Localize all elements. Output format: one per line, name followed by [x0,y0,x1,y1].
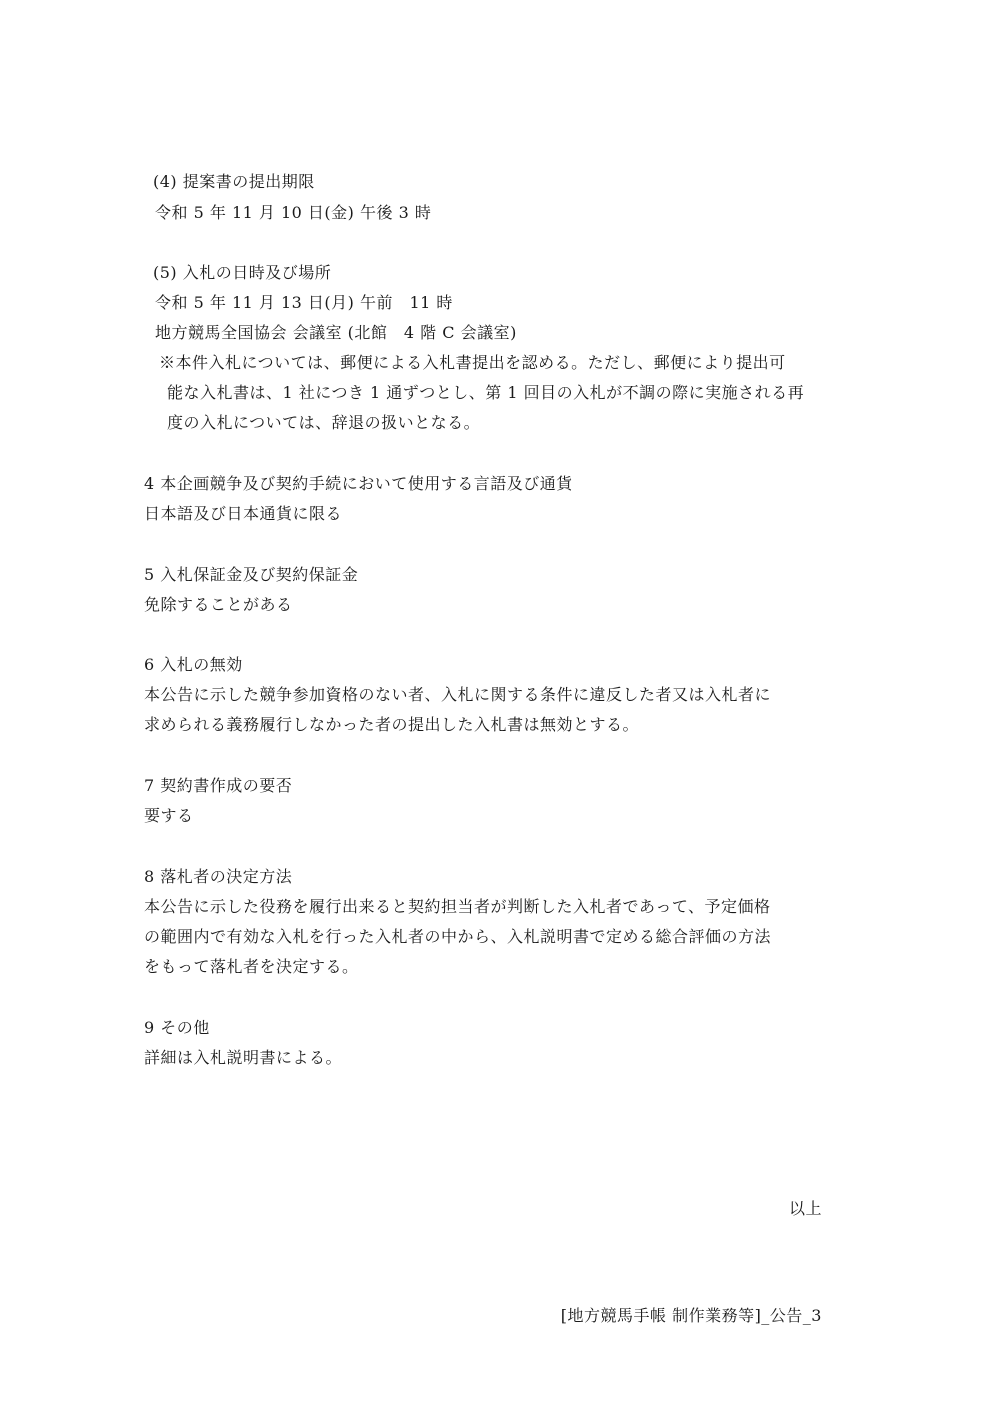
section-3-5-note-line-1: ※本件入札については、郵便による入札書提出を認める。ただし、郵便により提出可 [159,353,786,372]
section-6-heading: 6 入札の無効 [144,655,243,674]
section-8-text-line-1: 本公告に示した役務を履行出来ると契約担当者が判断した入札者であって、予定価格 [144,897,771,916]
section-3-5-date: 令和 5 年 11 月 13 日(月) 午前 11 時 [155,293,453,312]
section-5-heading: 5 入札保証金及び契約保証金 [144,565,359,584]
section-3-4-text: 令和 5 年 11 月 10 日(金) 午後 3 時 [155,203,432,222]
section-9-heading: 9 その他 [144,1018,210,1037]
section-4-heading: 4 本企画競争及び契約手続において使用する言語及び通貨 [144,474,573,493]
section-7-heading: 7 契約書作成の要否 [144,776,293,795]
section-4-text: 日本語及び日本通貨に限る [144,504,343,523]
section-8-heading: 8 落札者の決定方法 [144,867,293,886]
section-8-text-line-2: の範囲内で有効な入札を行った入札者の中から、入札説明書で定める総合評価の方法 [144,927,772,946]
section-3-5-note-line-2: 能な入札書は、1 社につき 1 通ずつとし、第 1 回目の入札が不調の際に実施される再 [167,383,805,402]
section-6-text-line-2: 求められる義務履行しなかった者の提出した入札書は無効とする。 [144,715,640,734]
section-3-4-heading: (4) 提案書の提出期限 [153,172,315,191]
section-9-text: 詳細は入札説明書による。 [144,1048,343,1067]
section-3-5-note-line-3: 度の入札については、辞退の扱いとなる。 [167,413,481,432]
section-5-text: 免除することがある [144,595,293,614]
closing-text: 以上 [788,1199,822,1218]
footer-doc-id: [地方競馬手帳 制作業務等]_公告_3 [560,1306,822,1325]
section-3-5-place: 地方競馬全国協会 会議室 (北館 4 階 C 会議室) [155,323,517,342]
section-6-text-line-1: 本公告に示した競争参加資格のない者、入札に関する条件に違反した者又は入札者に [144,685,772,704]
section-7-text: 要する [144,806,194,825]
section-8-text-line-3: をもって落札者を決定する。 [144,957,359,976]
section-3-5-heading: (5) 入札の日時及び場所 [153,263,332,282]
